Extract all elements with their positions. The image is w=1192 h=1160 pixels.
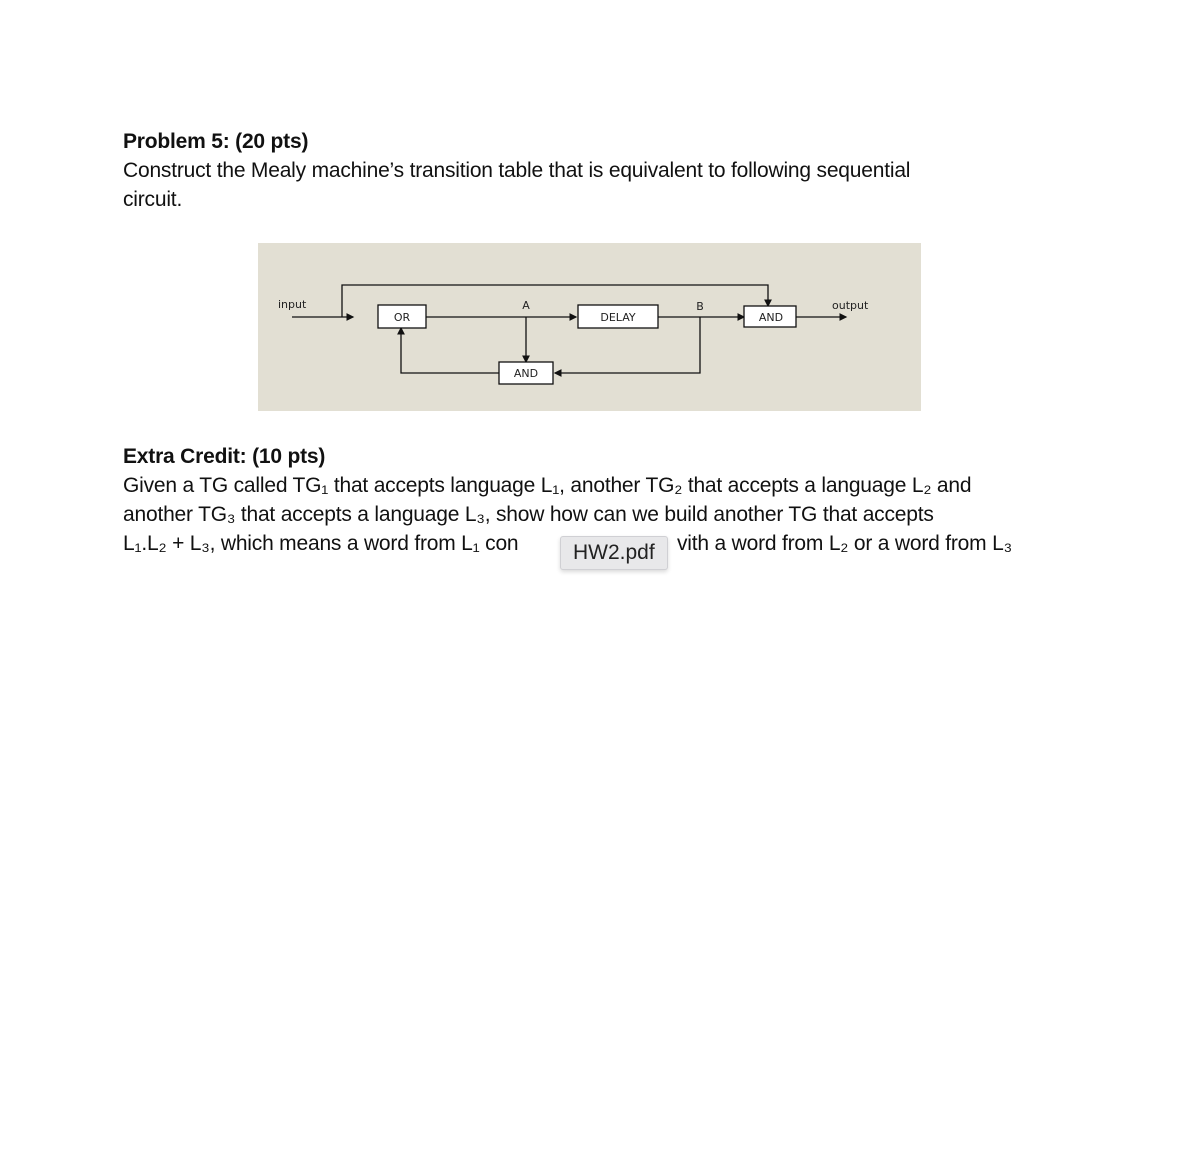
or-label: OR xyxy=(393,311,411,324)
output-label: output xyxy=(832,299,869,312)
delay-label: DELAY xyxy=(600,311,636,324)
and-output-label: AND xyxy=(758,311,784,324)
extra-credit-line: another TG₃ that accepts a language L₃, show how can we build another TG that accepts xyxy=(123,503,934,526)
extra-credit-line: vith a word from L₂ or a word from L₃ xyxy=(677,532,1012,555)
filename-tooltip: HW2.pdf xyxy=(560,536,668,570)
feedback-wire xyxy=(401,328,499,373)
problem-title: Problem 5: (20 pts) xyxy=(123,130,309,153)
and-feedback-label: AND xyxy=(513,367,539,380)
extra-credit-title: Extra Credit: (10 pts) xyxy=(123,445,326,468)
problem-text-line: circuit. xyxy=(123,188,183,211)
circuit-diagram xyxy=(258,243,921,411)
label-a: A xyxy=(522,299,530,312)
input-label: input xyxy=(278,298,307,311)
extra-credit-line: L₁.L₂ + L₃, which means a word from L₁ con xyxy=(123,532,519,555)
label-b: B xyxy=(696,300,704,313)
problem-text-line: Construct the Mealy machine’s transition table that is equivalent to following sequential xyxy=(123,159,911,182)
extra-credit-line: Given a TG called TG₁ that accepts language L₁, another TG₂ that accepts a language L₂ and xyxy=(123,474,972,497)
